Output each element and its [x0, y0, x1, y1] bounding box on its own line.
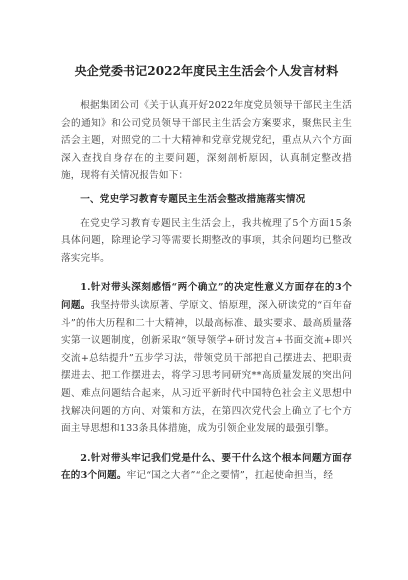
- section-body: 在党史学习教育专题民主生活会上，我共梳理了5个方面15条具体问题，除理论学习等需要长期整改的事项，其余问题均已整改落实完毕。: [61, 217, 352, 264]
- item-2-heading: 2.针对带头牢记我们党是什么、要干什么这个根本问题方面存在的3个问题。: [61, 452, 352, 482]
- section-heading: 一、党史学习教育专题民主生活会整改措施落实情况: [80, 193, 306, 205]
- document-title: 央企党委书记2022年度民主生活会个人发言材料: [74, 64, 339, 78]
- item-1-body: 我坚持带头读原著、学原文、悟原理，深入研读党的“百年奋斗”的伟大历程和二十大精神，以最高标准、最实要求、最高质量落实第一议题制度，创新采取“领导领学+研讨发言+书面交流+即兴交流+总结提升”五步学习法，带领党员干部把自己摆进去、把职责摆进去、把工作摆进去，将学习思考同研究**高质量发展的突出问题、难点问题结合起来，从习近平新时代中国特色社会主义思想中找解决问题的方向、对策和方法，在第四次党代会上确立了七个方面主导思想和133条具体措施，成为引领企业发展的最强引擎。: [61, 299, 352, 435]
- item-2-body: 牢记“国之大者”“企之要情”，扛起使命担当，经: [126, 470, 334, 482]
- item-1-paragraph: [61, 279, 352, 437]
- item-2-paragraph: [61, 450, 352, 485]
- intro-paragraph: 根据集团公司《关于认真开好2022年度党员领导干部民主生活会的通知》和公司党员领导干部民主生活会方案要求，聚焦民主生活会主题，对照党的二十大精神和党章党规党纪，重点从六个方面深入查找自身存在的主要问题，深刻剖析原因，认真制定整改措施，现将有关情况报告如下：: [61, 100, 352, 182]
- item-1-heading: 1.针对带头深刻感悟“两个确立”的决定性意义方面存在的3个问题。: [61, 282, 352, 311]
